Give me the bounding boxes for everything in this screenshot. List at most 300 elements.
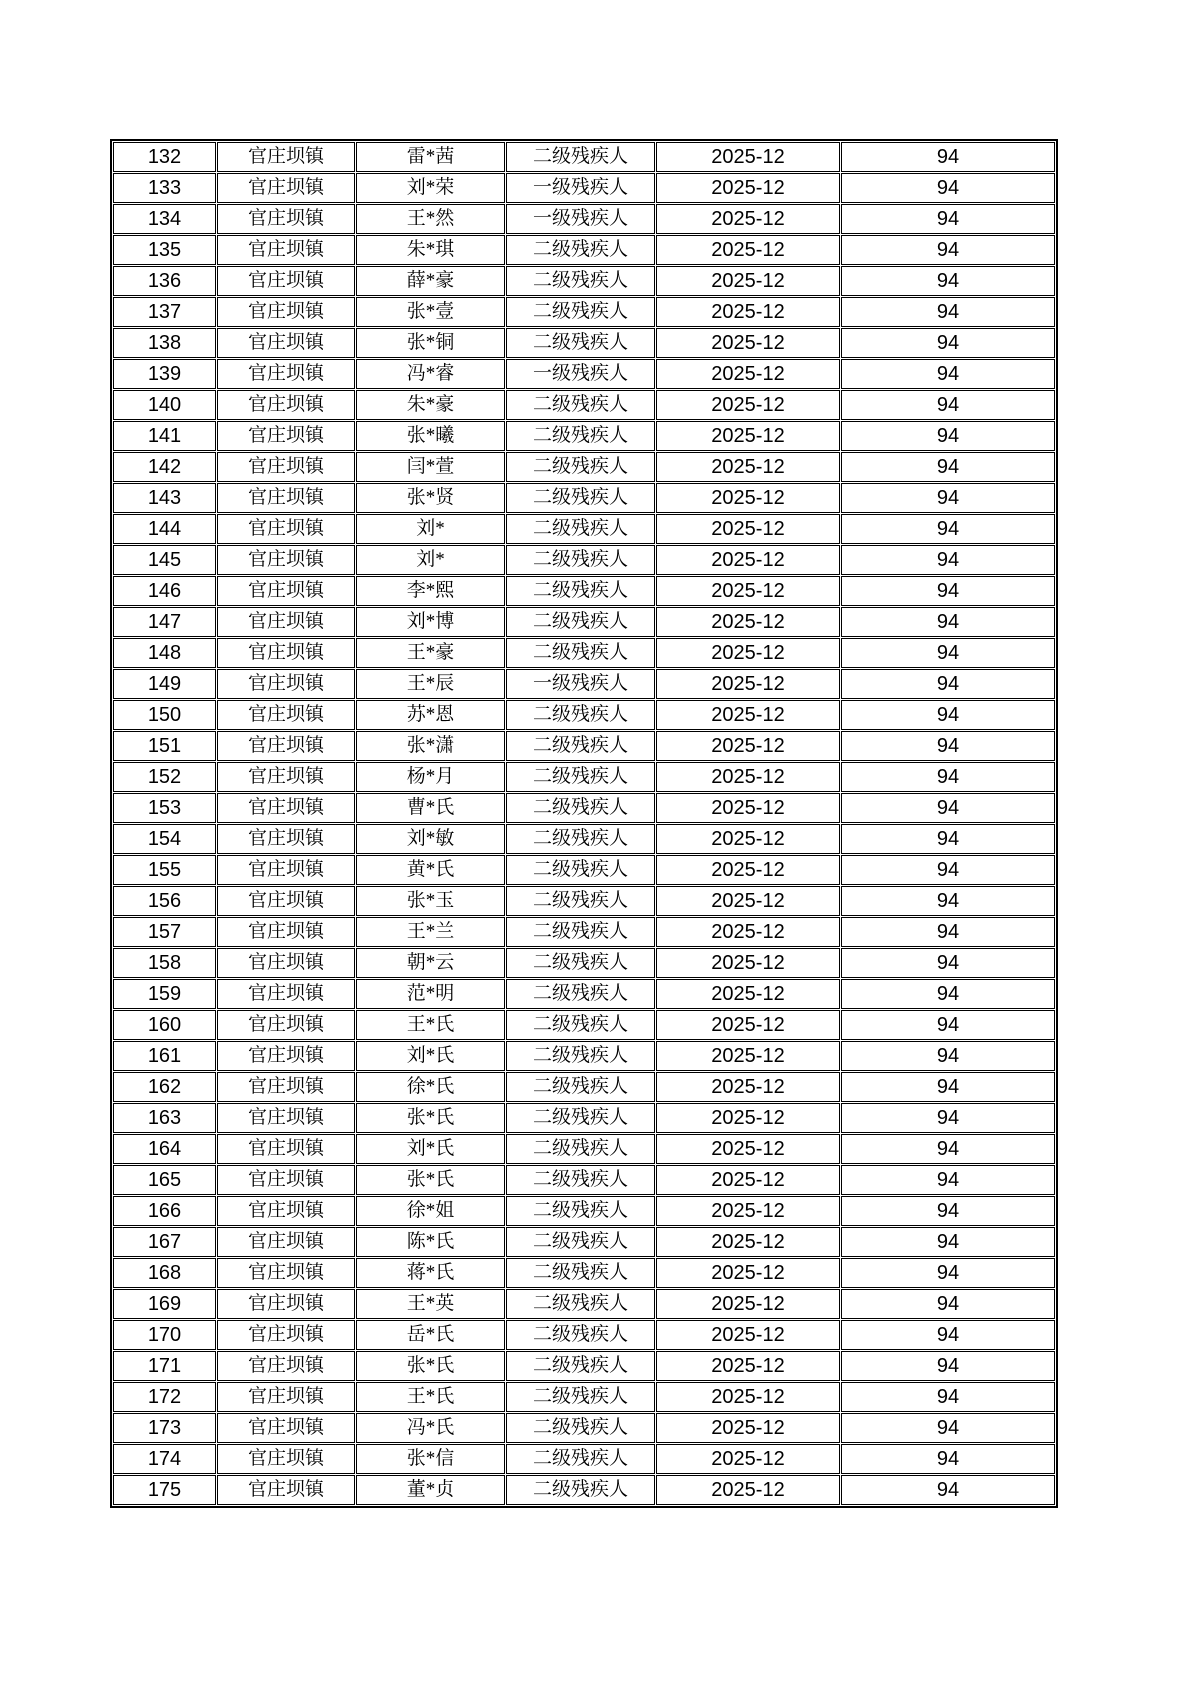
cell-seq: 164 (113, 1134, 216, 1164)
cell-town: 官庄坝镇 (217, 1010, 355, 1040)
cell-town: 官庄坝镇 (217, 917, 355, 947)
cell-amount: 94 (841, 979, 1055, 1009)
cell-name: 张*氏 (356, 1165, 505, 1195)
cell-seq: 142 (113, 452, 216, 482)
cell-seq: 165 (113, 1165, 216, 1195)
cell-town: 官庄坝镇 (217, 824, 355, 854)
cell-month: 2025-12 (656, 1196, 840, 1226)
cell-month: 2025-12 (656, 452, 840, 482)
cell-name: 王*辰 (356, 669, 505, 699)
cell-month: 2025-12 (656, 886, 840, 916)
cell-name: 刘*氏 (356, 1041, 505, 1071)
table-row (113, 204, 1055, 234)
cell-town: 官庄坝镇 (217, 1289, 355, 1319)
table-row (113, 1382, 1055, 1412)
cell-disability-level: 二级残疾人 (506, 514, 655, 544)
cell-seq: 135 (113, 235, 216, 265)
cell-disability-level: 二级残疾人 (506, 421, 655, 451)
cell-name: 刘* (356, 514, 505, 544)
cell-seq: 163 (113, 1103, 216, 1133)
cell-disability-level: 一级残疾人 (506, 359, 655, 389)
cell-name: 范*明 (356, 979, 505, 1009)
cell-month: 2025-12 (656, 669, 840, 699)
cell-town: 官庄坝镇 (217, 1444, 355, 1474)
cell-month: 2025-12 (656, 1444, 840, 1474)
cell-town: 官庄坝镇 (217, 1072, 355, 1102)
cell-seq: 170 (113, 1320, 216, 1350)
cell-disability-level: 二级残疾人 (506, 855, 655, 885)
cell-month: 2025-12 (656, 545, 840, 575)
cell-amount: 94 (841, 1320, 1055, 1350)
table-row (113, 948, 1055, 978)
cell-town: 官庄坝镇 (217, 793, 355, 823)
cell-name: 徐*姐 (356, 1196, 505, 1226)
cell-amount: 94 (841, 917, 1055, 947)
cell-name: 张*贤 (356, 483, 505, 513)
table-row (113, 1227, 1055, 1257)
cell-name: 刘*荣 (356, 173, 505, 203)
cell-town: 官庄坝镇 (217, 142, 355, 172)
cell-name: 朱*琪 (356, 235, 505, 265)
cell-name: 王*氏 (356, 1382, 505, 1412)
cell-disability-level: 二级残疾人 (506, 1103, 655, 1133)
cell-disability-level: 一级残疾人 (506, 669, 655, 699)
cell-seq: 154 (113, 824, 216, 854)
cell-disability-level: 二级残疾人 (506, 142, 655, 172)
cell-month: 2025-12 (656, 1413, 840, 1443)
cell-seq: 143 (113, 483, 216, 513)
cell-seq: 155 (113, 855, 216, 885)
cell-disability-level: 二级残疾人 (506, 1258, 655, 1288)
cell-amount: 94 (841, 1196, 1055, 1226)
table-row (113, 855, 1055, 885)
cell-disability-level: 二级残疾人 (506, 576, 655, 606)
cell-seq: 137 (113, 297, 216, 327)
cell-seq: 144 (113, 514, 216, 544)
subsidy-table (110, 139, 1058, 1508)
cell-amount: 94 (841, 793, 1055, 823)
cell-name: 张*潇 (356, 731, 505, 761)
table-row (113, 173, 1055, 203)
cell-disability-level: 二级残疾人 (506, 1444, 655, 1474)
cell-name: 王*兰 (356, 917, 505, 947)
cell-month: 2025-12 (656, 266, 840, 296)
cell-seq: 158 (113, 948, 216, 978)
cell-disability-level: 二级残疾人 (506, 886, 655, 916)
cell-disability-level: 二级残疾人 (506, 452, 655, 482)
cell-amount: 94 (841, 204, 1055, 234)
cell-seq: 134 (113, 204, 216, 234)
cell-amount: 94 (841, 1134, 1055, 1164)
cell-month: 2025-12 (656, 1134, 840, 1164)
cell-seq: 132 (113, 142, 216, 172)
cell-month: 2025-12 (656, 297, 840, 327)
cell-disability-level: 二级残疾人 (506, 762, 655, 792)
cell-name: 刘* (356, 545, 505, 575)
table-row (113, 1103, 1055, 1133)
cell-amount: 94 (841, 1072, 1055, 1102)
cell-seq: 139 (113, 359, 216, 389)
table-row (113, 1351, 1055, 1381)
cell-disability-level: 二级残疾人 (506, 1041, 655, 1071)
cell-town: 官庄坝镇 (217, 1103, 355, 1133)
cell-month: 2025-12 (656, 1382, 840, 1412)
cell-town: 官庄坝镇 (217, 1165, 355, 1195)
table-body (113, 142, 1055, 1505)
cell-month: 2025-12 (656, 1320, 840, 1350)
cell-disability-level: 一级残疾人 (506, 204, 655, 234)
cell-amount: 94 (841, 576, 1055, 606)
cell-seq: 151 (113, 731, 216, 761)
cell-amount: 94 (841, 514, 1055, 544)
cell-month: 2025-12 (656, 483, 840, 513)
cell-amount: 94 (841, 1351, 1055, 1381)
cell-month: 2025-12 (656, 1072, 840, 1102)
table-row (113, 731, 1055, 761)
cell-town: 官庄坝镇 (217, 607, 355, 637)
table-row (113, 1413, 1055, 1443)
cell-town: 官庄坝镇 (217, 204, 355, 234)
cell-disability-level: 二级残疾人 (506, 328, 655, 358)
cell-month: 2025-12 (656, 1103, 840, 1133)
cell-town: 官庄坝镇 (217, 173, 355, 203)
cell-town: 官庄坝镇 (217, 235, 355, 265)
cell-disability-level: 二级残疾人 (506, 1413, 655, 1443)
cell-town: 官庄坝镇 (217, 979, 355, 1009)
cell-month: 2025-12 (656, 1289, 840, 1319)
cell-seq: 161 (113, 1041, 216, 1071)
cell-town: 官庄坝镇 (217, 700, 355, 730)
cell-month: 2025-12 (656, 1351, 840, 1381)
table-row (113, 359, 1055, 389)
table-row (113, 793, 1055, 823)
cell-amount: 94 (841, 1258, 1055, 1288)
cell-disability-level: 二级残疾人 (506, 297, 655, 327)
cell-town: 官庄坝镇 (217, 545, 355, 575)
cell-amount: 94 (841, 731, 1055, 761)
cell-seq: 140 (113, 390, 216, 420)
cell-month: 2025-12 (656, 824, 840, 854)
cell-disability-level: 二级残疾人 (506, 1289, 655, 1319)
cell-month: 2025-12 (656, 204, 840, 234)
cell-month: 2025-12 (656, 762, 840, 792)
cell-name: 王*英 (356, 1289, 505, 1319)
table-row (113, 1041, 1055, 1071)
cell-seq: 175 (113, 1475, 216, 1505)
cell-month: 2025-12 (656, 1010, 840, 1040)
cell-name: 张*氏 (356, 1351, 505, 1381)
table-row (113, 514, 1055, 544)
cell-seq: 133 (113, 173, 216, 203)
cell-name: 陈*氏 (356, 1227, 505, 1257)
table-row (113, 762, 1055, 792)
cell-month: 2025-12 (656, 514, 840, 544)
cell-name: 薛*豪 (356, 266, 505, 296)
table-row (113, 1258, 1055, 1288)
cell-town: 官庄坝镇 (217, 1041, 355, 1071)
cell-name: 张*信 (356, 1444, 505, 1474)
cell-amount: 94 (841, 266, 1055, 296)
cell-disability-level: 二级残疾人 (506, 948, 655, 978)
cell-seq: 147 (113, 607, 216, 637)
table-row (113, 824, 1055, 854)
cell-disability-level: 二级残疾人 (506, 1475, 655, 1505)
cell-name: 张*铜 (356, 328, 505, 358)
cell-name: 冯*氏 (356, 1413, 505, 1443)
cell-name: 杨*月 (356, 762, 505, 792)
cell-amount: 94 (841, 700, 1055, 730)
table-row (113, 1134, 1055, 1164)
table-row (113, 390, 1055, 420)
cell-disability-level: 二级残疾人 (506, 1072, 655, 1102)
cell-seq: 174 (113, 1444, 216, 1474)
cell-amount: 94 (841, 886, 1055, 916)
cell-town: 官庄坝镇 (217, 669, 355, 699)
cell-seq: 148 (113, 638, 216, 668)
cell-disability-level: 二级残疾人 (506, 1165, 655, 1195)
cell-town: 官庄坝镇 (217, 514, 355, 544)
cell-town: 官庄坝镇 (217, 297, 355, 327)
cell-town: 官庄坝镇 (217, 1320, 355, 1350)
cell-name: 刘*氏 (356, 1134, 505, 1164)
table-row (113, 1010, 1055, 1040)
cell-name: 雷*茜 (356, 142, 505, 172)
table-row (113, 917, 1055, 947)
cell-seq: 162 (113, 1072, 216, 1102)
cell-disability-level: 二级残疾人 (506, 545, 655, 575)
cell-name: 张*玉 (356, 886, 505, 916)
cell-disability-level: 二级残疾人 (506, 979, 655, 1009)
cell-month: 2025-12 (656, 421, 840, 451)
cell-amount: 94 (841, 297, 1055, 327)
cell-amount: 94 (841, 390, 1055, 420)
cell-disability-level: 二级残疾人 (506, 1351, 655, 1381)
cell-seq: 138 (113, 328, 216, 358)
cell-disability-level: 二级残疾人 (506, 824, 655, 854)
table-row (113, 142, 1055, 172)
cell-seq: 168 (113, 1258, 216, 1288)
cell-town: 官庄坝镇 (217, 1351, 355, 1381)
cell-amount: 94 (841, 1289, 1055, 1319)
cell-month: 2025-12 (656, 917, 840, 947)
cell-seq: 172 (113, 1382, 216, 1412)
cell-disability-level: 二级残疾人 (506, 917, 655, 947)
cell-amount: 94 (841, 855, 1055, 885)
cell-town: 官庄坝镇 (217, 855, 355, 885)
table-row (113, 700, 1055, 730)
cell-town: 官庄坝镇 (217, 390, 355, 420)
cell-disability-level: 二级残疾人 (506, 793, 655, 823)
cell-amount: 94 (841, 1103, 1055, 1133)
cell-name: 朝*云 (356, 948, 505, 978)
table-row (113, 545, 1055, 575)
cell-seq: 146 (113, 576, 216, 606)
cell-disability-level: 二级残疾人 (506, 483, 655, 513)
cell-month: 2025-12 (656, 173, 840, 203)
cell-amount: 94 (841, 173, 1055, 203)
cell-seq: 166 (113, 1196, 216, 1226)
cell-name: 王*氏 (356, 1010, 505, 1040)
cell-disability-level: 二级残疾人 (506, 1134, 655, 1164)
cell-amount: 94 (841, 1010, 1055, 1040)
cell-amount: 94 (841, 1227, 1055, 1257)
cell-amount: 94 (841, 1413, 1055, 1443)
cell-month: 2025-12 (656, 638, 840, 668)
cell-name: 岳*氏 (356, 1320, 505, 1350)
table-row (113, 638, 1055, 668)
cell-name: 曹*氏 (356, 793, 505, 823)
table-row (113, 669, 1055, 699)
cell-name: 徐*氏 (356, 1072, 505, 1102)
cell-town: 官庄坝镇 (217, 886, 355, 916)
cell-disability-level: 二级残疾人 (506, 1010, 655, 1040)
cell-town: 官庄坝镇 (217, 762, 355, 792)
table-row (113, 421, 1055, 451)
cell-name: 张*氏 (356, 1103, 505, 1133)
cell-town: 官庄坝镇 (217, 1413, 355, 1443)
cell-name: 董*贞 (356, 1475, 505, 1505)
cell-town: 官庄坝镇 (217, 359, 355, 389)
cell-month: 2025-12 (656, 1041, 840, 1071)
cell-town: 官庄坝镇 (217, 638, 355, 668)
cell-amount: 94 (841, 1475, 1055, 1505)
cell-name: 蒋*氏 (356, 1258, 505, 1288)
cell-disability-level: 二级残疾人 (506, 266, 655, 296)
table-row (113, 1072, 1055, 1102)
cell-disability-level: 二级残疾人 (506, 1196, 655, 1226)
cell-amount: 94 (841, 421, 1055, 451)
cell-name: 闫*萱 (356, 452, 505, 482)
cell-town: 官庄坝镇 (217, 1134, 355, 1164)
cell-month: 2025-12 (656, 390, 840, 420)
cell-disability-level: 二级残疾人 (506, 607, 655, 637)
cell-seq: 153 (113, 793, 216, 823)
cell-disability-level: 二级残疾人 (506, 638, 655, 668)
cell-name: 王*豪 (356, 638, 505, 668)
cell-name: 张*壹 (356, 297, 505, 327)
cell-seq: 141 (113, 421, 216, 451)
cell-month: 2025-12 (656, 793, 840, 823)
cell-seq: 159 (113, 979, 216, 1009)
cell-amount: 94 (841, 235, 1055, 265)
table-row (113, 483, 1055, 513)
cell-name: 张*曦 (356, 421, 505, 451)
cell-name: 苏*恩 (356, 700, 505, 730)
cell-town: 官庄坝镇 (217, 421, 355, 451)
cell-amount: 94 (841, 1444, 1055, 1474)
table-row (113, 1289, 1055, 1319)
cell-month: 2025-12 (656, 700, 840, 730)
cell-town: 官庄坝镇 (217, 483, 355, 513)
cell-town: 官庄坝镇 (217, 1196, 355, 1226)
cell-month: 2025-12 (656, 855, 840, 885)
cell-disability-level: 二级残疾人 (506, 390, 655, 420)
cell-town: 官庄坝镇 (217, 731, 355, 761)
cell-month: 2025-12 (656, 979, 840, 1009)
cell-seq: 136 (113, 266, 216, 296)
cell-amount: 94 (841, 545, 1055, 575)
cell-seq: 152 (113, 762, 216, 792)
cell-name: 朱*豪 (356, 390, 505, 420)
cell-town: 官庄坝镇 (217, 1258, 355, 1288)
cell-month: 2025-12 (656, 359, 840, 389)
cell-disability-level: 二级残疾人 (506, 1382, 655, 1412)
table-row (113, 328, 1055, 358)
cell-disability-level: 二级残疾人 (506, 235, 655, 265)
cell-month: 2025-12 (656, 235, 840, 265)
cell-amount: 94 (841, 328, 1055, 358)
cell-name: 李*熙 (356, 576, 505, 606)
cell-amount: 94 (841, 142, 1055, 172)
cell-seq: 150 (113, 700, 216, 730)
cell-town: 官庄坝镇 (217, 1382, 355, 1412)
cell-seq: 169 (113, 1289, 216, 1319)
cell-month: 2025-12 (656, 1165, 840, 1195)
cell-town: 官庄坝镇 (217, 266, 355, 296)
cell-seq: 157 (113, 917, 216, 947)
cell-amount: 94 (841, 1165, 1055, 1195)
cell-amount: 94 (841, 1382, 1055, 1412)
table-row (113, 266, 1055, 296)
table-row (113, 452, 1055, 482)
cell-name: 黄*氏 (356, 855, 505, 885)
cell-amount: 94 (841, 948, 1055, 978)
cell-month: 2025-12 (656, 948, 840, 978)
cell-disability-level: 二级残疾人 (506, 700, 655, 730)
cell-month: 2025-12 (656, 1227, 840, 1257)
cell-town: 官庄坝镇 (217, 1475, 355, 1505)
cell-seq: 160 (113, 1010, 216, 1040)
cell-amount: 94 (841, 638, 1055, 668)
cell-amount: 94 (841, 669, 1055, 699)
cell-amount: 94 (841, 762, 1055, 792)
cell-town: 官庄坝镇 (217, 452, 355, 482)
cell-seq: 156 (113, 886, 216, 916)
cell-disability-level: 二级残疾人 (506, 1320, 655, 1350)
cell-seq: 171 (113, 1351, 216, 1381)
table-row (113, 979, 1055, 1009)
cell-amount: 94 (841, 483, 1055, 513)
cell-name: 冯*睿 (356, 359, 505, 389)
table-row (113, 1165, 1055, 1195)
table-row (113, 1320, 1055, 1350)
cell-amount: 94 (841, 452, 1055, 482)
cell-amount: 94 (841, 607, 1055, 637)
table-row (113, 235, 1055, 265)
cell-seq: 145 (113, 545, 216, 575)
cell-amount: 94 (841, 359, 1055, 389)
cell-name: 刘*博 (356, 607, 505, 637)
cell-month: 2025-12 (656, 607, 840, 637)
cell-town: 官庄坝镇 (217, 328, 355, 358)
table-row (113, 297, 1055, 327)
table-row (113, 886, 1055, 916)
cell-month: 2025-12 (656, 1475, 840, 1505)
cell-month: 2025-12 (656, 1258, 840, 1288)
cell-month: 2025-12 (656, 576, 840, 606)
cell-name: 王*然 (356, 204, 505, 234)
cell-seq: 173 (113, 1413, 216, 1443)
cell-seq: 167 (113, 1227, 216, 1257)
table-row (113, 607, 1055, 637)
cell-name: 刘*敏 (356, 824, 505, 854)
table-row (113, 576, 1055, 606)
cell-disability-level: 二级残疾人 (506, 731, 655, 761)
cell-town: 官庄坝镇 (217, 1227, 355, 1257)
cell-seq: 149 (113, 669, 216, 699)
cell-month: 2025-12 (656, 328, 840, 358)
table-row (113, 1444, 1055, 1474)
